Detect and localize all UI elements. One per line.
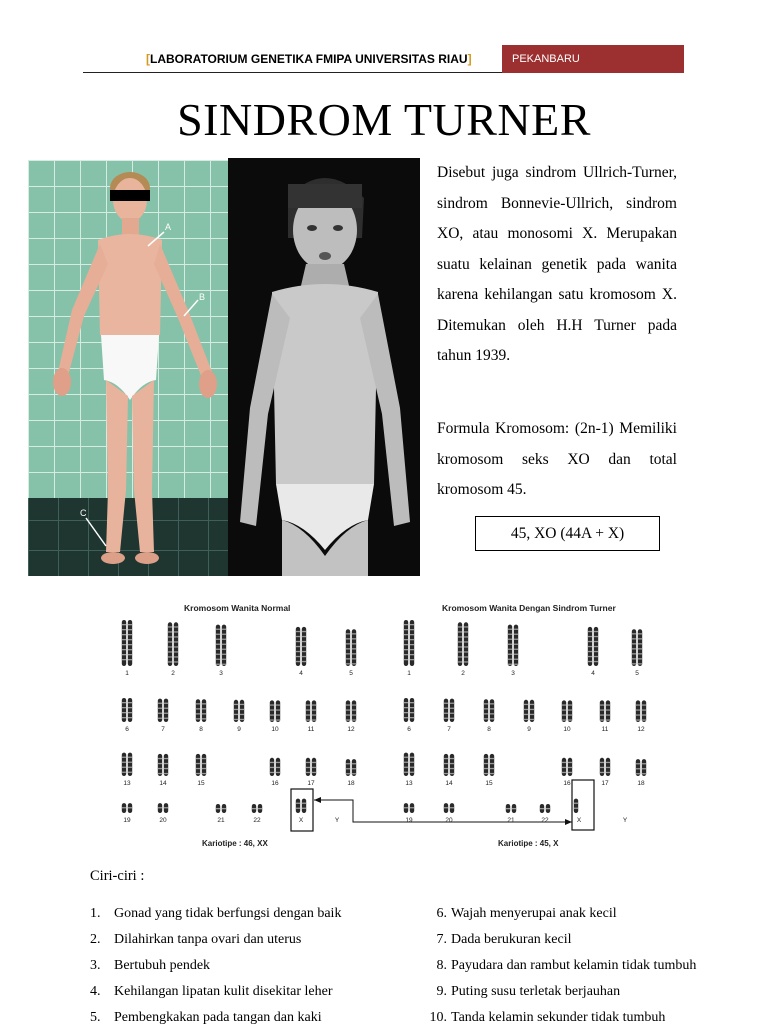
header-bracket-close: ]	[467, 52, 472, 66]
turner-karyogram	[404, 620, 646, 824]
chromosome-normal-1	[122, 620, 132, 666]
header-rule	[83, 72, 502, 73]
chromosome-turner-10	[562, 700, 572, 722]
chromosome-normal-9	[234, 700, 244, 722]
karyotype-figure	[108, 600, 668, 850]
chromosome-number-label: 8	[199, 726, 203, 733]
chromosome-number-label: 16	[563, 780, 571, 787]
chromosome-turner-21	[506, 804, 516, 813]
chromosome-normal-8	[196, 699, 206, 722]
chromosome-number-label: 4	[591, 670, 595, 677]
chromosome-number-label: 3	[511, 670, 515, 677]
chromosome-number-label: 20	[159, 817, 167, 824]
chromosome-number-label: 14	[159, 780, 167, 787]
chromosome-turner-17	[600, 758, 610, 776]
characteristics-label: Ciri-ciri :	[90, 868, 145, 884]
chromosome-normal-22	[252, 804, 262, 813]
chromosome-number-label: 12	[637, 726, 645, 733]
characteristic-text: Bertubuh pendek	[114, 958, 211, 973]
characteristic-item	[90, 930, 301, 950]
chromosome-number-label: 9	[237, 726, 241, 733]
chromosome-number-label: 4	[299, 670, 303, 677]
chromosome-number-label: 11	[307, 726, 315, 733]
photo-label-a: A	[165, 222, 172, 232]
patient-photo-bw	[228, 158, 420, 576]
characteristic-text: Pembengkakan pada tangan dan kaki	[114, 1010, 322, 1025]
turner-karyotype-caption: Kariotipe : 45, X	[498, 839, 559, 848]
characteristic-number: 6.	[436, 906, 447, 921]
normal-karyogram	[122, 620, 356, 824]
chromosome-normal-11	[306, 700, 316, 722]
chromosome-number-label: 2	[171, 670, 175, 677]
chromosome-turner-6	[404, 698, 414, 722]
chromosome-number-label: X	[298, 817, 304, 824]
characteristic-text: Tanda kelamin sekunder tidak tumbuh	[451, 1010, 666, 1025]
chromosome-turner-13	[404, 753, 414, 776]
chromosome-number-label: 22	[541, 817, 549, 824]
photo-label-b: B	[199, 292, 206, 302]
chromosome-normal-2	[168, 622, 178, 666]
characteristic-number: 5.	[90, 1010, 101, 1025]
chromosome-normal-12	[346, 700, 356, 722]
chromosome-number-label: 19	[405, 817, 413, 824]
chromosome-number-label: 12	[347, 726, 355, 733]
chromosome-normal-21	[216, 804, 226, 813]
chromosome-number-label: 1	[125, 670, 129, 677]
turner-karyotype-title: Kromosom Wanita Dengan Sindrom Turner	[442, 603, 616, 613]
chromosome-turner-14	[444, 754, 454, 776]
chromosome-normal-19	[122, 803, 132, 813]
chromosome-number-label: 14	[445, 780, 453, 787]
characteristic-number: 8.	[436, 958, 447, 973]
chromosome-turner-12	[636, 700, 646, 722]
chromosome-turner-8	[484, 699, 494, 722]
chromosome-turner-2	[458, 622, 468, 666]
chromosome-number-label: 17	[307, 780, 315, 787]
chromosome-normal-17	[306, 758, 316, 776]
chromosome-turner-3	[508, 625, 518, 666]
chromosome-normal-7	[158, 699, 168, 722]
chromosome-turner-15	[484, 754, 494, 776]
chromosome-turner-20	[444, 803, 454, 813]
chromosome-normal-3	[216, 625, 226, 666]
chromosome-number-label: 11	[601, 726, 609, 733]
characteristic-item	[90, 904, 341, 924]
chromosome-normal-14	[158, 754, 168, 776]
chromosome-turner-5	[632, 629, 642, 666]
characteristic-number: 9.	[436, 984, 447, 999]
chromosome-normal-18	[346, 759, 356, 776]
chromosome-number-label: 8	[487, 726, 491, 733]
characteristic-number: 7.	[436, 932, 447, 947]
header-bracket-open: [	[146, 52, 150, 66]
chromosome-number-label: 10	[271, 726, 279, 733]
chromosome-number-label: 9	[527, 726, 531, 733]
photo-label-c: C	[80, 508, 87, 518]
header-lab-text: LABORATORIUM GENETIKA FMIPA UNIVERSITAS RIAU	[150, 52, 468, 66]
chromosome-number-label: 7	[447, 726, 451, 733]
patient-photo-color	[28, 160, 228, 576]
characteristic-item	[423, 930, 572, 950]
normal-karyotype-caption: Kariotipe : 46, XX	[202, 839, 268, 848]
chromosome-turner-4	[588, 627, 598, 666]
chromosome-number-label: 13	[123, 780, 131, 787]
chromosome-normal-x	[296, 799, 306, 813]
chromosome-number-label: 18	[637, 780, 645, 787]
chromosome-number-label: 16	[271, 780, 279, 787]
normal-karyotype-title: Kromosom Wanita Normal	[184, 603, 291, 613]
characteristic-number: 4.	[90, 984, 101, 999]
characteristic-text: Wajah menyerupai anak kecil	[451, 906, 617, 921]
chromosome-turner-x	[574, 799, 578, 813]
chromosome-number-label: 20	[445, 817, 453, 824]
formula-paragraph: Formula Kromosom: (2n-1) Memiliki kromosom seks XO dan total kromosom 45.	[437, 420, 677, 498]
characteristic-item	[423, 904, 617, 924]
characteristic-text: Gonad yang tidak berfungsi dengan baik	[114, 906, 342, 921]
description-paragraph: Disebut juga sindrom Ullrich-Turner, sindrom Bonnevie-Ullrich, sindrom XO, atau monosomi X. Merupakan suatu kelainan genetik pada wanita karena kehilangan satu kromosom X. Ditemukan oleh H.H Turner pada tahun 1939.	[437, 164, 677, 364]
chromosome-normal-4	[296, 627, 306, 666]
characteristic-item	[90, 1008, 322, 1028]
header-city-badge: PEKANBARU	[502, 45, 684, 73]
chromosome-number-label: 15	[485, 780, 493, 787]
chromosome-normal-15	[196, 754, 206, 776]
chromosome-turner-1	[404, 620, 414, 666]
characteristic-text: Kehilangan lipatan kulit disekitar leher	[114, 984, 333, 999]
chromosome-number-label: 15	[197, 780, 205, 787]
chromosome-turner-19	[404, 803, 414, 813]
chromosome-turner-18	[636, 759, 646, 776]
characteristic-number: 3.	[90, 958, 101, 973]
page-title: SINDROM TURNER	[177, 94, 591, 145]
chromosome-number-label: 13	[405, 780, 413, 787]
chromosome-number-label: 1	[407, 670, 411, 677]
characteristic-text: Dilahirkan tanpa ovari dan uterus	[114, 932, 302, 947]
chromosome-normal-16	[270, 758, 280, 776]
chromosome-number-label: 7	[161, 726, 165, 733]
chromosome-normal-10	[270, 700, 280, 722]
chromosome-number-label: Y	[622, 817, 628, 824]
chromosome-number-label: 6	[125, 726, 129, 733]
chromosome-number-label: Y	[334, 817, 340, 824]
chromosome-number-label: 21	[217, 817, 225, 824]
chromosome-turner-16	[562, 758, 572, 776]
chromosome-number-label: 2	[461, 670, 465, 677]
chromosome-normal-5	[346, 629, 356, 666]
chromosome-normal-20	[158, 803, 168, 813]
chromosome-number-label: 18	[347, 780, 355, 787]
characteristic-item	[423, 982, 620, 1002]
chromosome-number-label: 21	[507, 817, 515, 824]
header-lab-name	[146, 48, 498, 70]
chromosome-number-label: X	[576, 817, 582, 824]
chromosome-number-label: 17	[601, 780, 609, 787]
chromosome-turner-9	[524, 700, 534, 722]
chromosome-normal-6	[122, 698, 132, 722]
characteristic-number: 10.	[429, 1010, 447, 1025]
chromosome-turner-11	[600, 700, 610, 722]
characteristic-text: Payudara dan rambut kelamin tidak tumbuh	[451, 958, 697, 973]
characteristic-item	[90, 982, 332, 1002]
characteristic-text: Dada berukuran kecil	[451, 932, 572, 947]
karyotype-formula-box: 45, XO (44A + X)	[475, 516, 660, 551]
chromosome-number-label: 19	[123, 817, 131, 824]
chromosome-number-label: 5	[635, 670, 639, 677]
characteristic-item	[423, 1008, 665, 1028]
characteristic-item	[423, 956, 696, 976]
characteristic-item	[90, 956, 210, 976]
characteristic-number: 1.	[90, 906, 101, 921]
chromosome-normal-13	[122, 753, 132, 776]
chromosome-number-label: 5	[349, 670, 353, 677]
chromosome-turner-22	[540, 804, 550, 813]
chromosome-number-label: 3	[219, 670, 223, 677]
chromosome-turner-7	[444, 699, 454, 722]
chromosome-number-label: 22	[253, 817, 261, 824]
chromosome-number-label: 10	[563, 726, 571, 733]
chromosome-number-label: 6	[407, 726, 411, 733]
characteristic-number: 2.	[90, 932, 101, 947]
characteristic-text: Puting susu terletak berjauhan	[451, 984, 621, 999]
